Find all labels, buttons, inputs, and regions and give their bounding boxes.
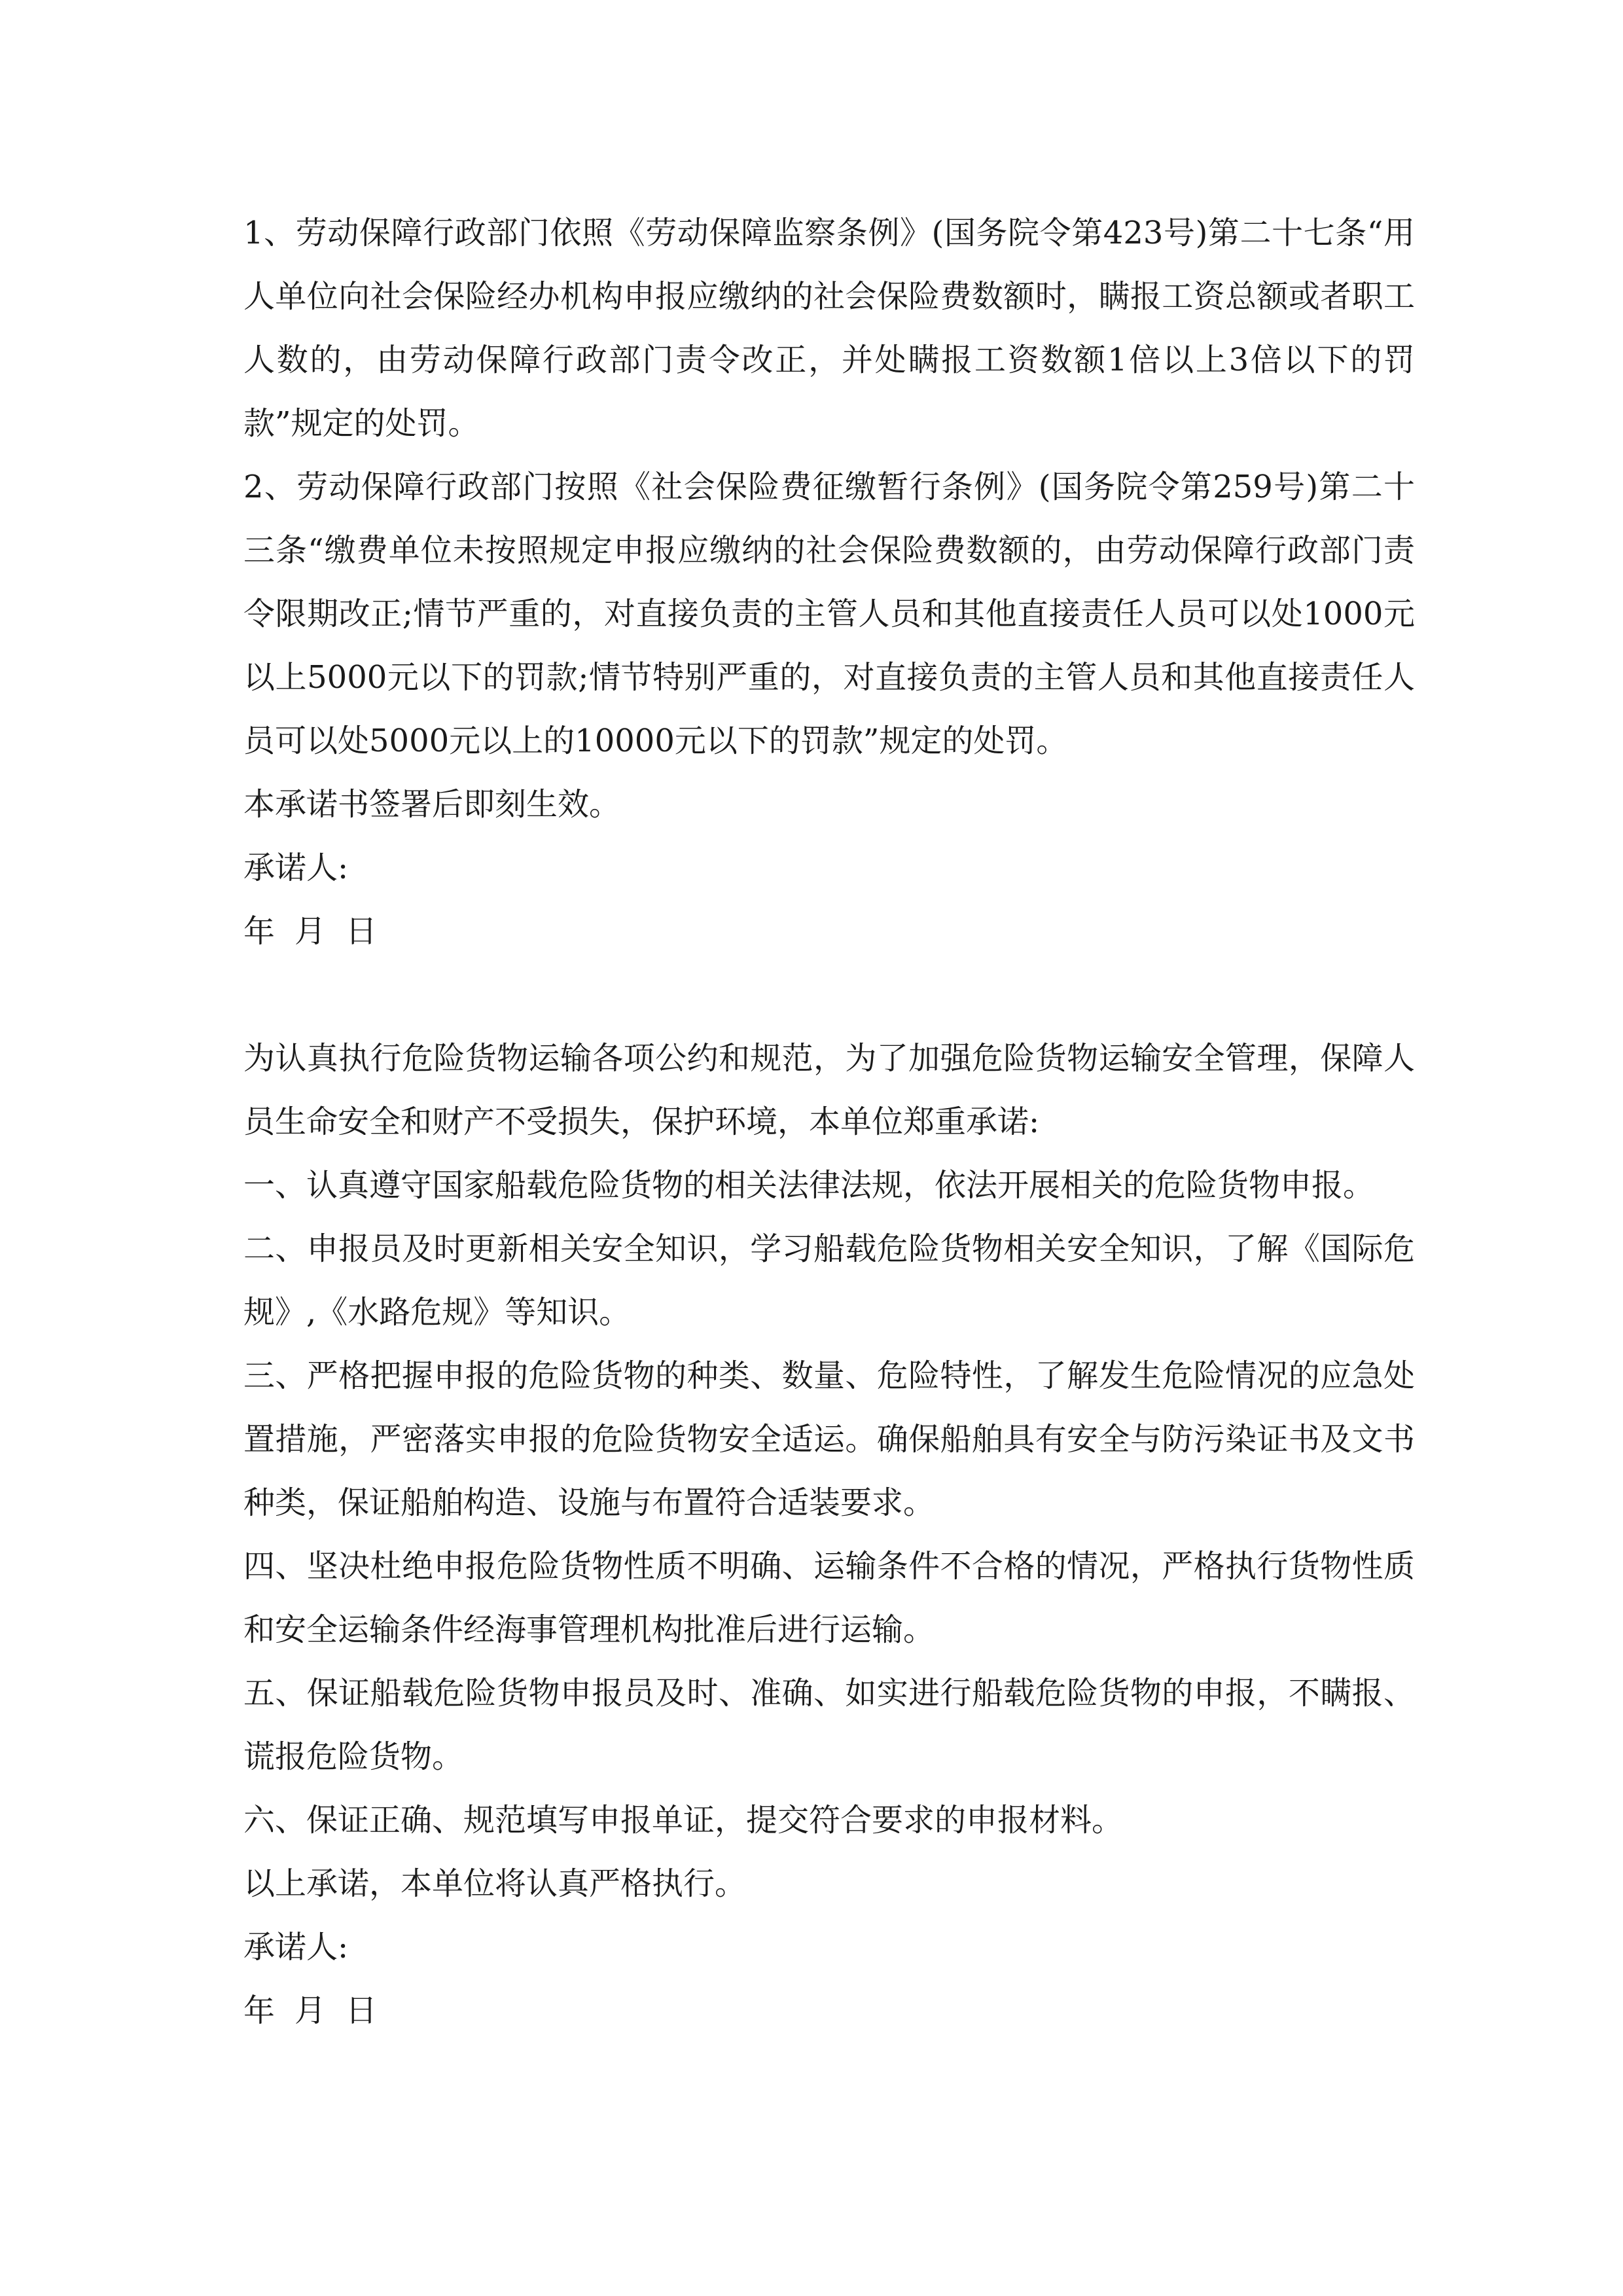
date-year: 年 (243, 1992, 276, 2029)
section-labor-penalties (243, 202, 1415, 963)
document-body (243, 202, 1415, 2043)
paragraph-item-3: 三、严格把握申报的危险货物的种类、数量、危险特性，了解发生危险情况的应急处置措施，严密落实申报的危险货物安全适运。确保船舶具有安全与防污染证书及文书种类，保证船舶构造、设施与布置符合适装要求。 (243, 1357, 1415, 1521)
paragraph-closing: 以上承诺，本单位将认真严格执行。 (243, 1865, 747, 1902)
paragraph-effective: 本承诺书签署后即刻生效。 (243, 786, 621, 823)
signer-label: 承诺人: (243, 850, 349, 886)
date-year: 年 (243, 913, 276, 950)
date-day: 日 (346, 1992, 378, 2029)
paragraph-item-4: 四、坚决杜绝申报危险货物性质不明确、运输条件不合格的情况，严格执行货物性质和安全运输条件经海事管理机构批准后进行运输。 (243, 1548, 1415, 1648)
paragraph-item-5: 五、保证船载危险货物申报员及时、准确、如实进行船载危险货物的申报，不瞒报、谎报危险货物。 (243, 1675, 1415, 1775)
paragraph-item-2: 二、申报员及时更新相关安全知识，学习船载危险货物相关安全知识，了解《国际危规》,《水路危规》等知识。 (243, 1230, 1415, 1331)
date-line (243, 1979, 1415, 2043)
signer-label: 承诺人: (243, 1929, 349, 1965)
section-dangerous-goods (243, 1027, 1415, 2043)
paragraph-penalty-1: 1、劳动保障行政部门依照《劳动保障监察条例》(国务院令第423号)第二十七条“用人单位向社会保险经办机构申报应缴纳的社会保险费数额时，瞒报工资总额或者职工人数的，由劳动保障行政部门责令改正，并处瞒报工资数额1倍以上3倍以下的罚款”规定的处罚。 (243, 215, 1415, 442)
date-day: 日 (346, 913, 378, 950)
paragraph-penalty-2: 2、劳动保障行政部门按照《社会保险费征缴暂行条例》(国务院令第259号)第二十三条“缴费单位未按照规定申报应缴纳的社会保险费数额的，由劳动保障行政部门责令限期改正;情节严重的，对直接负责的主管人员和其他直接责任人员可以处1000元以上5000元以下的罚款;情节特别严重的，对直接负责的主管人员和其他直接责任人员可以处5000元以上的10000元以下的罚款”规定的处罚。 (243, 469, 1415, 759)
date-line (243, 900, 1415, 963)
paragraph-item-6: 六、保证正确、规范填写申报单证，提交符合要求的申报材料。 (243, 1802, 1124, 1839)
paragraph-intro: 为认真执行危险货物运输各项公约和规范，为了加强危险货物运输安全管理，保障人员生命安全和财产不受损失，保护环境，本单位郑重承诺: (243, 1040, 1415, 1140)
date-month: 月 (294, 913, 327, 950)
section-divider (243, 963, 1415, 1027)
date-month: 月 (294, 1992, 327, 2029)
paragraph-item-1: 一、认真遵守国家船载危险货物的相关法律法规，依法开展相关的危险货物申报。 (243, 1167, 1375, 1204)
